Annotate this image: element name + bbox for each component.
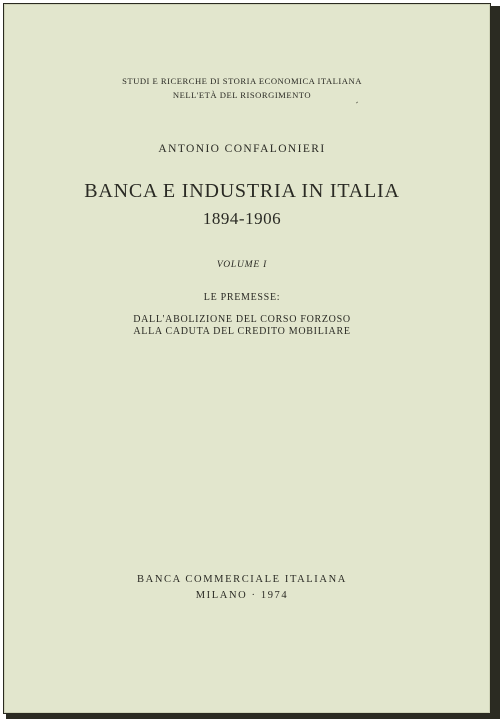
cover-bottom-edge-shadow [6, 714, 500, 719]
subtitle-line-1: LE PREMESSE: [203, 292, 281, 303]
subtitle-line-3: ALLA CADUTA DEL CREDITO MOBILIARE [133, 326, 351, 337]
book-cover [3, 3, 491, 714]
publication-place-year: MILANO · 1974 [195, 590, 289, 601]
publisher-name: BANCA COMMERCIALE ITALIANA [137, 574, 347, 585]
author-name: ANTONIO CONFALONIERI [158, 143, 326, 155]
series-title-line-1: STUDI E RICERCHE DI STORIA ECONOMICA ITALIANA [122, 76, 362, 86]
volume-label: VOLUME I [216, 260, 268, 270]
cover-right-edge-shadow [491, 6, 500, 719]
series-title-line-2: NELL'ETÀ DEL RISORGIMENTO [172, 90, 312, 100]
paper-speck [356, 102, 358, 104]
book-title: BANCA E INDUSTRIA IN ITALIA [84, 180, 400, 202]
subtitle-line-2: DALL'ABOLIZIONE DEL CORSO FORZOSO [133, 314, 351, 325]
book-years: 1894-1906 [202, 209, 282, 228]
